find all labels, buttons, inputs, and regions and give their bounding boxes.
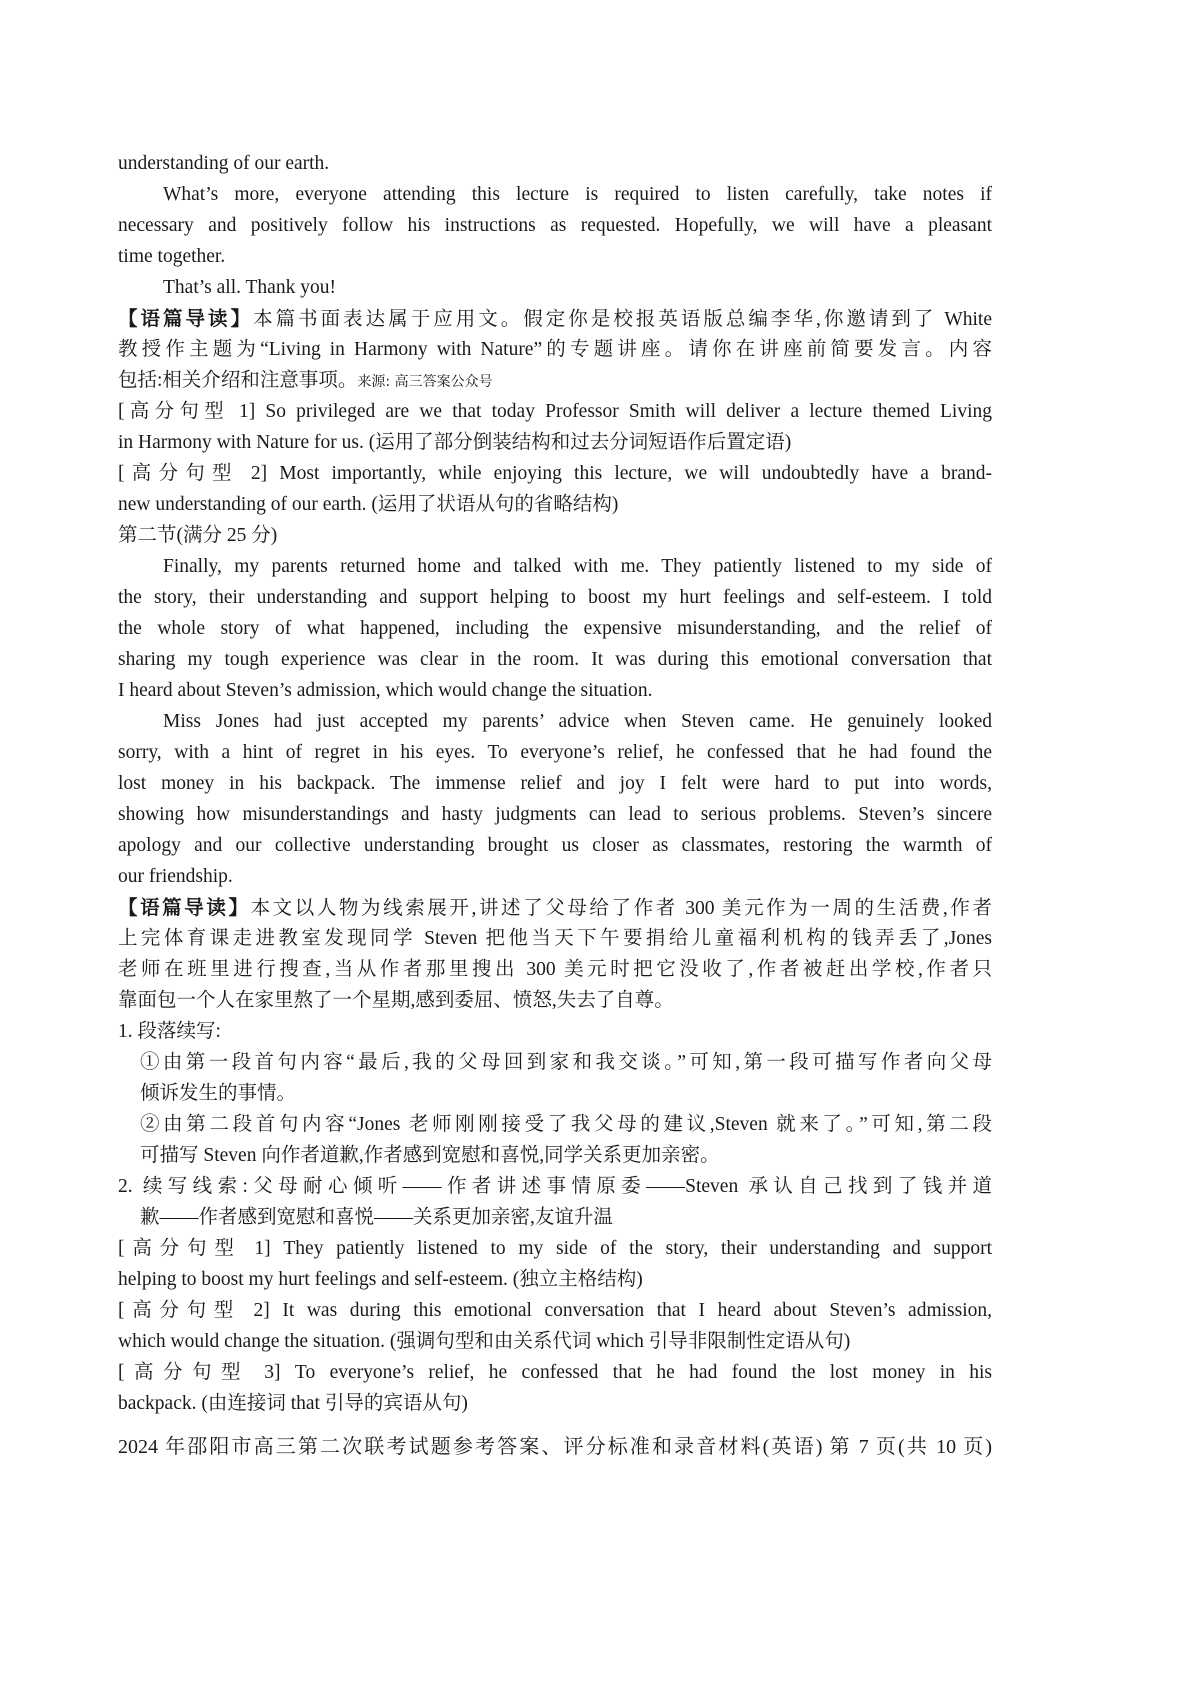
text-line (118, 582, 992, 613)
text-line (118, 768, 992, 799)
page-footer: 2024 年邵阳市高三第二次联考试题参考答案、评分标准和录音材料(英语) 第 7 页(共 10 页) (118, 1436, 992, 1458)
text-line (118, 1109, 992, 1140)
text-line (118, 427, 992, 458)
text-line (118, 799, 992, 830)
line-text: 本文以人物为线索展开,讲述了父母给了作者 300 美元作为一周的生活费,作者 (250, 898, 992, 919)
text-line (118, 148, 992, 179)
line-text: 老师在班里进行搜查,当从作者那里搜出 300 美元时把它没收了,作者被赶出学校,作者只 (118, 959, 992, 980)
text-line (118, 706, 992, 737)
line-text: 包括:相关介绍和注意事项。 (118, 370, 358, 391)
text-line (118, 1357, 992, 1388)
line-text: 倾诉发生的事情。 (140, 1083, 297, 1104)
document-body (118, 148, 992, 1419)
line-text: 1. 段落续写: (118, 1021, 221, 1042)
line-text: the story, their understanding and support helping to boost my hurt feelings and self-esteem. I told (118, 587, 992, 608)
line-text: sharing my tough experience was clear in the room. It was during this emotional conversation that (118, 649, 992, 670)
text-line (118, 830, 992, 861)
text-line (118, 458, 992, 489)
line-text: Miss Jones had just accepted my parents’ advice when Steven came. He genuinely looked (163, 711, 992, 732)
text-line (118, 644, 992, 675)
line-text: helping to boost my hurt feelings and self-esteem. (独立主格结构) (118, 1269, 643, 1290)
text-line (118, 1388, 992, 1419)
text-line (118, 1202, 992, 1233)
section-label: 【语篇导读】 (118, 307, 254, 330)
text-line (118, 1233, 992, 1264)
line-text: time together. (118, 246, 226, 267)
text-line (118, 551, 992, 582)
line-text: sorry, with a hint of regret in his eyes. To everyone’s relief, he confessed that he had found the (118, 742, 992, 763)
text-line (118, 737, 992, 768)
text-line (118, 675, 992, 706)
line-text: new understanding of our earth. (运用了状语从句的省略结构) (118, 494, 619, 515)
line-text: in Harmony with Nature for us. (运用了部分倒装结构和过去分词短语作后置定语) (118, 432, 792, 453)
text-line (118, 272, 992, 303)
line-text: 2. 续写线索:父母耐心倾听——作者讲述事情原委——Steven 承认自己找到了钱并道 (118, 1176, 992, 1197)
text-line (118, 1295, 992, 1326)
line-text: [高分句型 3] To everyone’s relief, he confessed that he had found the lost money in his (118, 1362, 992, 1383)
text-line (118, 241, 992, 272)
line-text: Finally, my parents returned home and talked with me. They patiently listened to my side of (163, 556, 992, 577)
line-text: I heard about Steven’s admission, which would change the situation. (118, 680, 653, 701)
text-line (118, 613, 992, 644)
text-line (118, 1078, 992, 1109)
line-text: [高分句型 2] It was during this emotional conversation that I heard about Steven’s admission, (118, 1300, 992, 1321)
line-text: 可描写 Steven 向作者道歉,作者感到宽慰和喜悦,同学关系更加亲密。 (140, 1145, 720, 1166)
line-text: backpack. (由连接词 that 引导的宾语从句) (118, 1393, 468, 1414)
line-text: [高分句型 2] Most importantly, while enjoying this lecture, we will undoubtedly have a brand- (118, 463, 992, 484)
line-text: That’s all. Thank you! (163, 277, 336, 298)
text-line (118, 1171, 992, 1202)
text-line (118, 1047, 992, 1078)
line-text: our friendship. (118, 866, 233, 887)
text-line (118, 892, 992, 923)
section-label: 【语篇导读】 (118, 896, 251, 919)
text-line (118, 1016, 992, 1047)
line-text: 上完体育课走进教室发现同学 Steven 把他当天下午要捐给儿童福利机构的钱弄丢了,Jones (118, 928, 992, 949)
line-text: ①由第一段首句内容“最后,我的父母回到家和我交谈。”可知,第一段可描写作者向父母 (140, 1052, 992, 1073)
line-text: [高分句型 1] So privileged are we that today Professor Smith will deliver a lecture themed Living (118, 401, 992, 422)
line-text: showing how misunderstandings and hasty judgments can lead to serious problems. Steven’s sincere (118, 804, 992, 825)
text-line (118, 1140, 992, 1171)
line-text: lost money in his backpack. The immense relief and joy I felt were hard to put into words, (118, 773, 992, 794)
text-line (118, 1264, 992, 1295)
text-line (118, 923, 992, 954)
text-line (118, 520, 992, 551)
line-text: 靠面包一个人在家里熬了一个星期,感到委屈、愤怒,失去了自尊。 (118, 990, 674, 1011)
text-line (118, 210, 992, 241)
source-note: 来源: 高三答案公众号 (357, 374, 493, 390)
line-text: necessary and positively follow his instructions as requested. Hopefully, we will have a pleasant (118, 215, 992, 236)
text-line (118, 179, 992, 210)
line-text: What’s more, everyone attending this lecture is required to listen carefully, take notes if (163, 184, 992, 205)
text-line (118, 489, 992, 520)
line-text: 歉——作者感到宽慰和喜悦——关系更加亲密,友谊升温 (140, 1207, 613, 1228)
text-line (118, 985, 992, 1016)
line-text: 教授作主题为“Living in Harmony with Nature”的专题讲座。请你在讲座前简要发言。内容 (118, 339, 992, 360)
text-line (118, 334, 992, 365)
line-text: the whole story of what happened, including the expensive misunderstanding, and the relief of (118, 618, 992, 639)
text-line (118, 1326, 992, 1357)
line-text: 本篇书面表达属于应用文。假定你是校报英语版总编李华,你邀请到了 White (253, 309, 992, 330)
line-text: which would change the situation. (强调句型和由关系代词 which 引导非限制性定语从句) (118, 1331, 851, 1352)
line-text: ②由第二段首句内容“Jones 老师刚刚接受了我父母的建议,Steven 就来了。”可知,第二段 (140, 1114, 992, 1135)
text-line (118, 396, 992, 427)
line-text: apology and our collective understanding brought us closer as classmates, restoring the warmth of (118, 835, 992, 856)
line-text: understanding of our earth. (118, 153, 330, 174)
line-text: 第二节(满分 25 分) (118, 525, 278, 546)
text-line (118, 861, 992, 892)
text-line (118, 303, 992, 334)
text-line (118, 954, 992, 985)
line-text: [高分句型 1] They patiently listened to my side of the story, their understanding and support (118, 1238, 992, 1259)
text-line (118, 365, 992, 396)
